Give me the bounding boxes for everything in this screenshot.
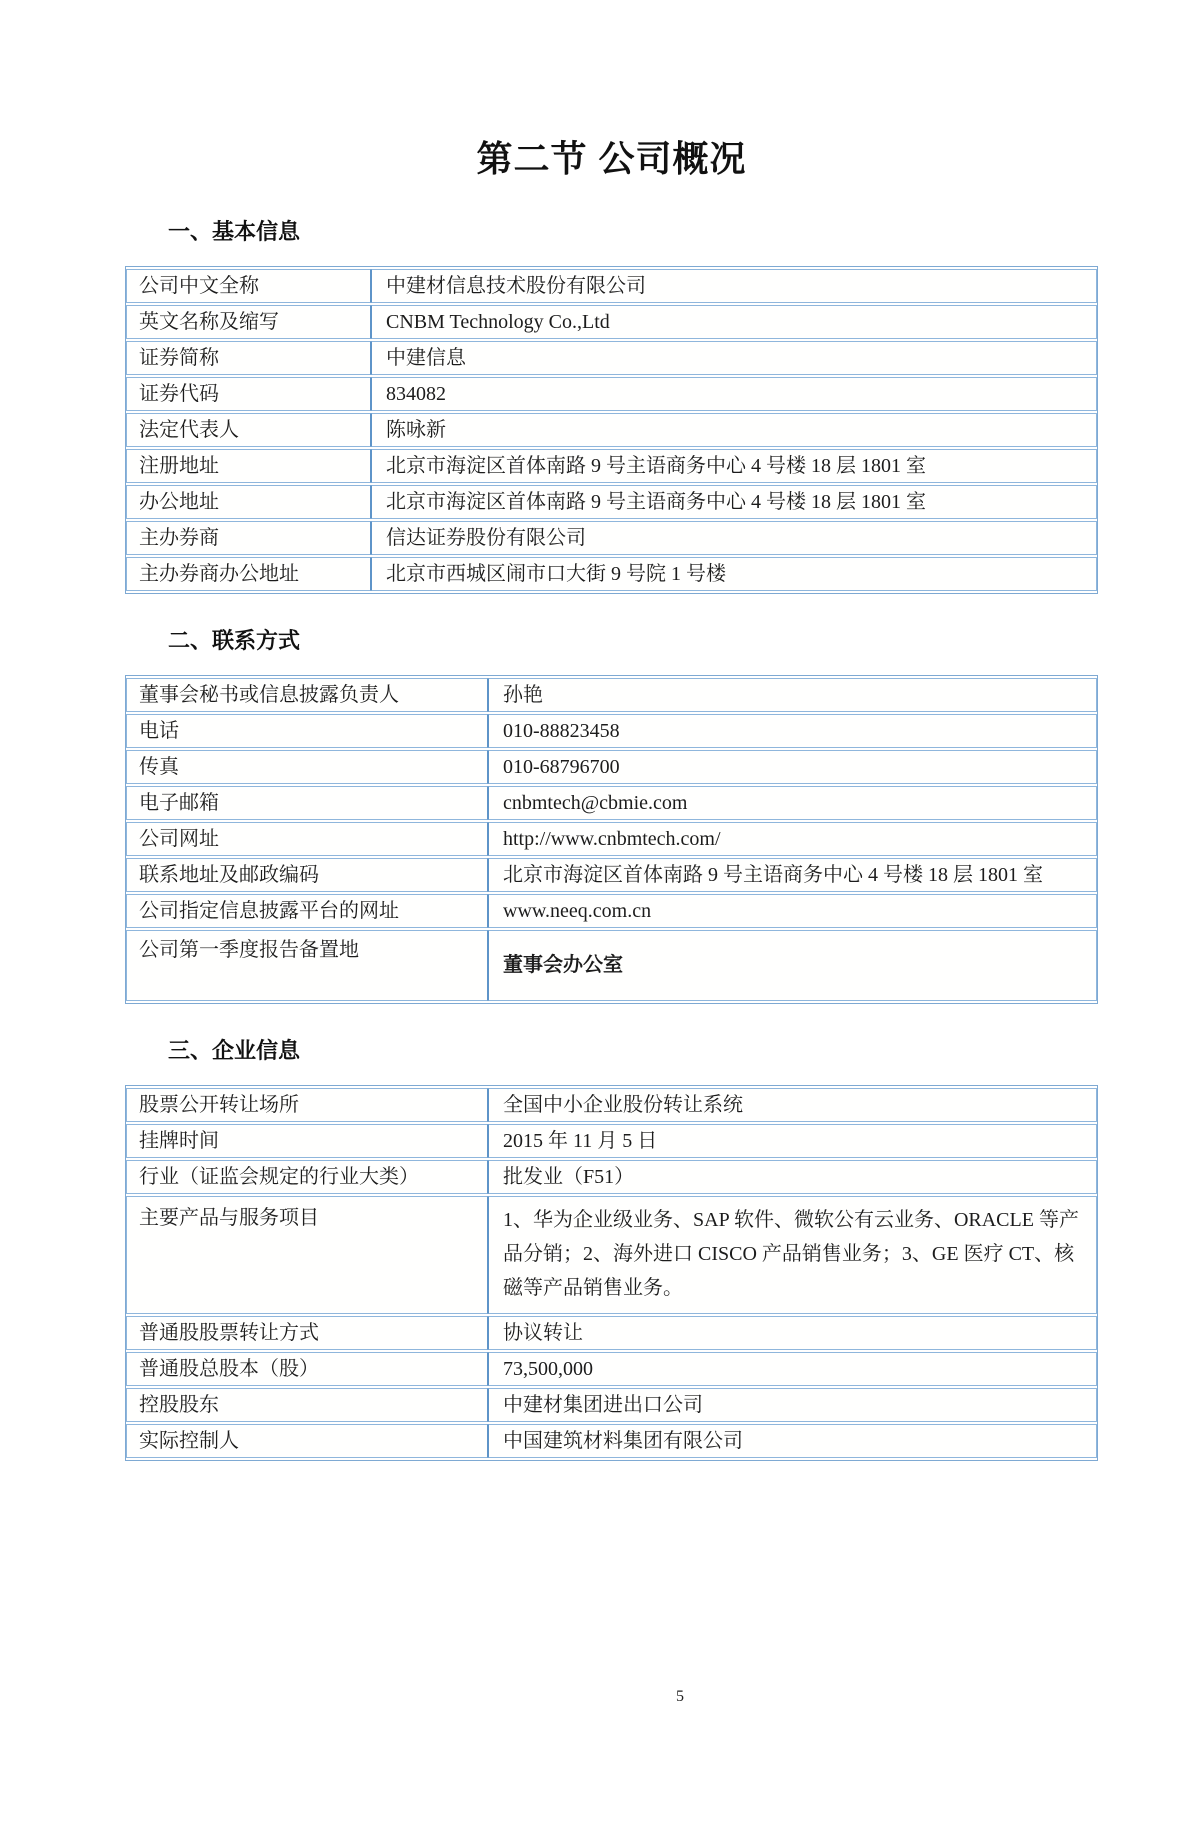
table-row: [126, 557, 1097, 591]
row-label: 证券代码: [126, 377, 371, 411]
table-row: [126, 485, 1097, 519]
row-label: 证券简称: [126, 341, 371, 375]
row-label: 办公地址: [126, 485, 371, 519]
row-label: 股票公开转让场所: [126, 1088, 488, 1122]
row-value: 中建材集团进出口公司: [488, 1388, 1097, 1422]
table-row: [126, 678, 1097, 712]
row-label: 电子邮箱: [126, 786, 488, 820]
row-value: CNBM Technology Co.,Ltd: [371, 305, 1097, 339]
section-heading-enterprise-info: 三、企业信息: [168, 1037, 301, 1063]
table-row: [126, 269, 1097, 303]
row-value: 北京市西城区闹市口大街 9 号院 1 号楼: [371, 557, 1097, 591]
table-row: [126, 1388, 1097, 1422]
table-row: [126, 858, 1097, 892]
section-heading-basic-info: 一、基本信息: [168, 218, 301, 244]
table-row: [126, 1160, 1097, 1194]
row-label: 行业（证监会规定的行业大类）: [126, 1160, 488, 1194]
row-label: 法定代表人: [126, 413, 371, 447]
row-label: 控股股东: [126, 1388, 488, 1422]
section-basic-info: [125, 215, 1098, 594]
table-row: [126, 1352, 1097, 1386]
table-row: [126, 377, 1097, 411]
table-row: [126, 750, 1097, 784]
basic-info-table: [125, 266, 1098, 594]
row-value: 2015 年 11 月 5 日: [488, 1124, 1097, 1158]
row-value: www.neeq.com.cn: [488, 894, 1097, 928]
table-row: [126, 449, 1097, 483]
row-value: 董事会办公室: [488, 930, 1097, 1001]
table-row: [126, 822, 1097, 856]
row-label: 公司指定信息披露平台的网址: [126, 894, 488, 928]
document-page: [125, 136, 1098, 1461]
row-label: 公司第一季度报告备置地: [126, 930, 488, 1001]
row-value: 中国建筑材料集团有限公司: [488, 1424, 1097, 1458]
table-row: [126, 1124, 1097, 1158]
row-value: cnbmtech@cbmie.com: [488, 786, 1097, 820]
row-value: 北京市海淀区首体南路 9 号主语商务中心 4 号楼 18 层 1801 室: [371, 485, 1097, 519]
table-row: [126, 1316, 1097, 1350]
table-row: [126, 1424, 1097, 1458]
row-value: 信达证券股份有限公司: [371, 521, 1097, 555]
row-label: 普通股总股本（股）: [126, 1352, 488, 1386]
row-label: 主办券商: [126, 521, 371, 555]
row-value: 1、华为企业级业务、SAP 软件、微软公有云业务、ORACLE 等产品分销；2、海外进口 CISCO 产品销售业务；3、GE 医疗 CT、核磁等产品销售业务。: [488, 1196, 1097, 1314]
row-label: 挂牌时间: [126, 1124, 488, 1158]
row-label: 公司网址: [126, 822, 488, 856]
row-label: 董事会秘书或信息披露负责人: [126, 678, 488, 712]
row-value: 北京市海淀区首体南路 9 号主语商务中心 4 号楼 18 层 1801 室: [371, 449, 1097, 483]
row-value: 全国中小企业股份转让系统: [488, 1088, 1097, 1122]
row-value: 中建信息: [371, 341, 1097, 375]
row-label: 电话: [126, 714, 488, 748]
table-row: [126, 521, 1097, 555]
row-value: 孙艳: [488, 678, 1097, 712]
table-row: [126, 894, 1097, 928]
table-row: [126, 930, 1097, 1001]
contact-info-table: [125, 675, 1098, 1004]
row-value: 陈咏新: [371, 413, 1097, 447]
row-label: 英文名称及缩写: [126, 305, 371, 339]
row-label: 注册地址: [126, 449, 371, 483]
table-row: [126, 1196, 1097, 1314]
page-title: 第二节 公司概况: [476, 138, 747, 179]
row-value: 010-88823458: [488, 714, 1097, 748]
row-label: 主办券商办公地址: [126, 557, 371, 591]
row-value: http://www.cnbmtech.com/: [488, 822, 1097, 856]
row-label: 主要产品与服务项目: [126, 1196, 488, 1314]
row-label: 联系地址及邮政编码: [126, 858, 488, 892]
row-value: 批发业（F51）: [488, 1160, 1097, 1194]
row-label: 普通股股票转让方式: [126, 1316, 488, 1350]
row-label: 公司中文全称: [126, 269, 371, 303]
row-value: 73,500,000: [488, 1352, 1097, 1386]
table-row: [126, 413, 1097, 447]
table-row: [126, 341, 1097, 375]
row-label: 传真: [126, 750, 488, 784]
page-number: 5: [676, 1688, 684, 1705]
section-contact-info: [125, 624, 1098, 1004]
row-label: 实际控制人: [126, 1424, 488, 1458]
table-row: [126, 305, 1097, 339]
row-value: 834082: [371, 377, 1097, 411]
section-enterprise-info: [125, 1034, 1098, 1461]
row-value: 北京市海淀区首体南路 9 号主语商务中心 4 号楼 18 层 1801 室: [488, 858, 1097, 892]
table-row: [126, 786, 1097, 820]
row-value: 010-68796700: [488, 750, 1097, 784]
section-heading-contact-info: 二、联系方式: [168, 627, 301, 653]
row-value: 协议转让: [488, 1316, 1097, 1350]
row-value: 中建材信息技术股份有限公司: [371, 269, 1097, 303]
table-row: [126, 714, 1097, 748]
table-row: [126, 1088, 1097, 1122]
enterprise-info-table: [125, 1085, 1098, 1461]
